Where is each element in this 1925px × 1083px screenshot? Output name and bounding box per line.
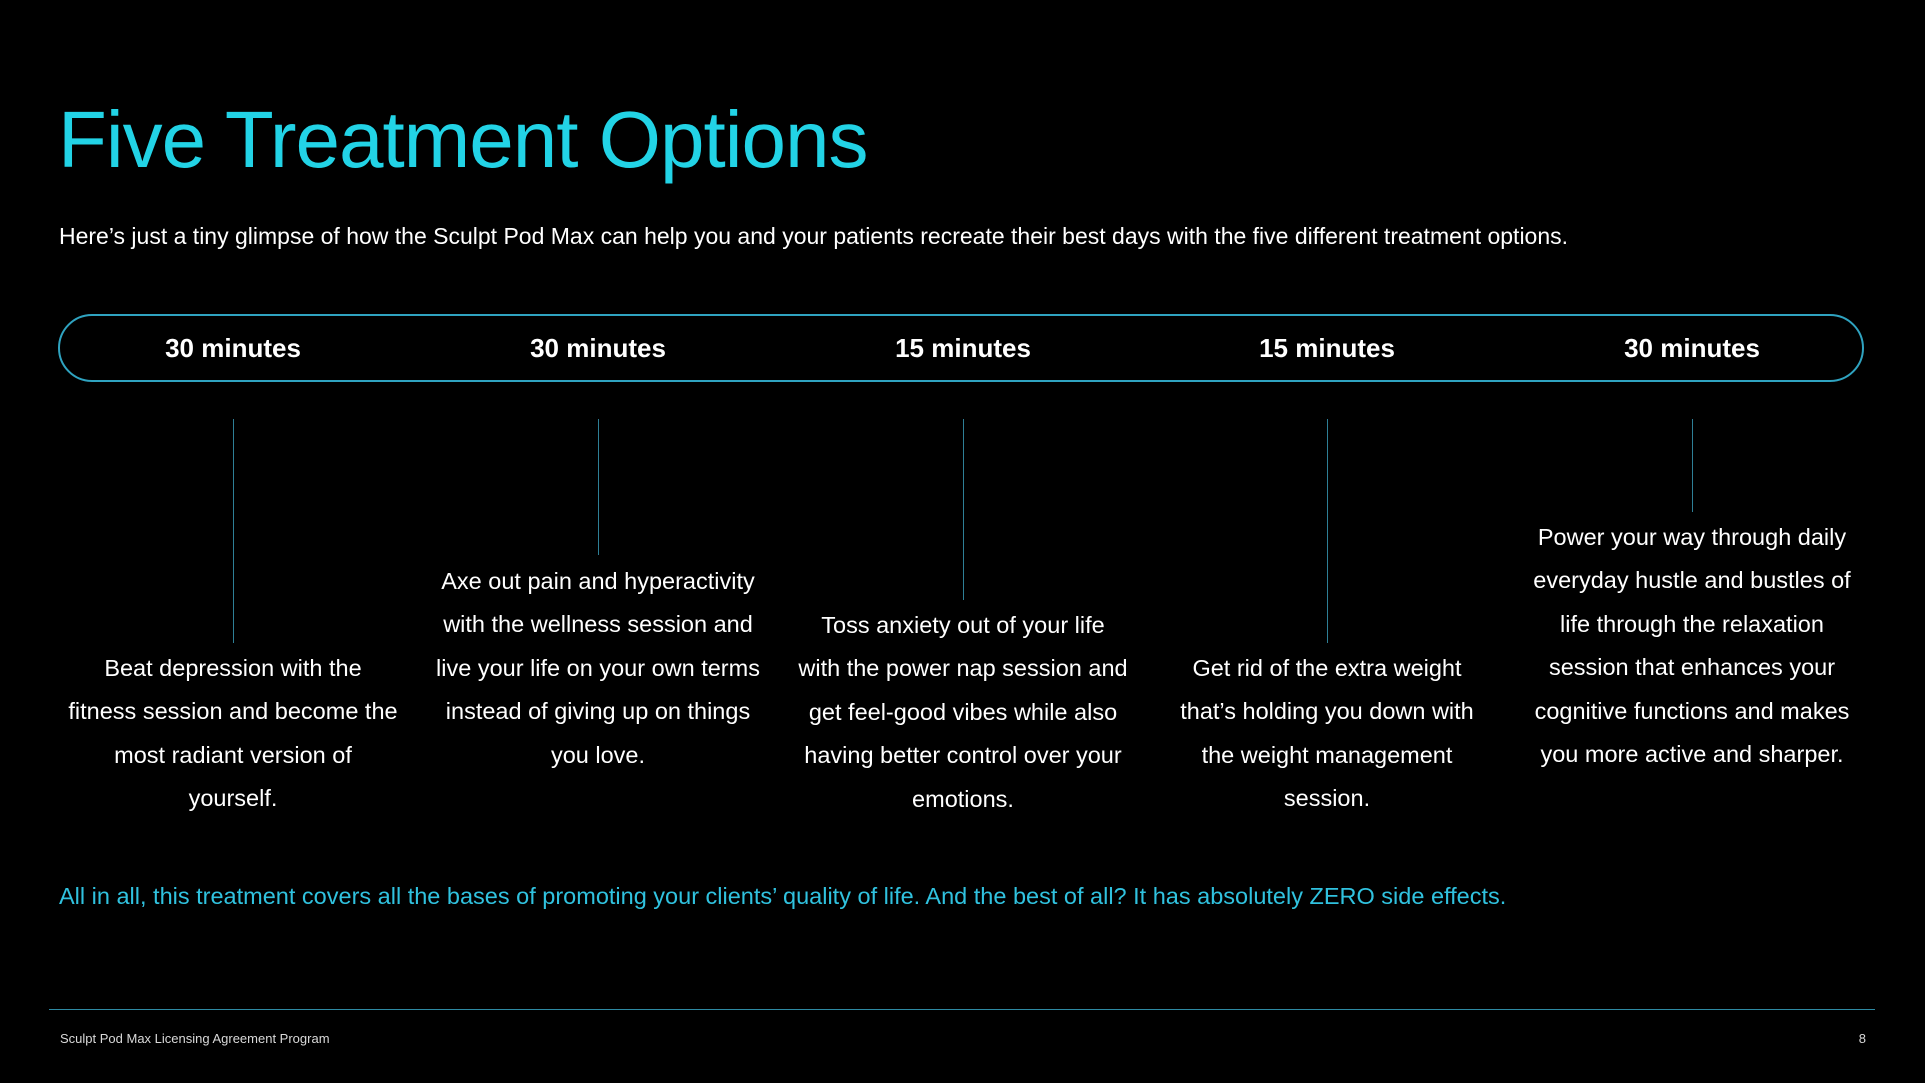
option-2-description: Axe out pain and hyperactivity with the wellness session and live your life on your own terms instead of giving up on things you love. <box>436 568 760 768</box>
option-1-description: Beat depression with the fitness session and become the most radiant version of yourself. <box>68 655 398 812</box>
option-1-connector <box>233 419 234 643</box>
option-1-duration: 30 minutes <box>165 333 301 363</box>
option-5-connector <box>1692 419 1693 512</box>
option-2-connector <box>598 419 599 555</box>
option-4-connector <box>1327 419 1328 643</box>
conclusion-text: All in all, this treatment covers all the bases of promoting your clients’ quality of life. And the best of all? It has absolutely ZERO side effects. <box>59 883 1507 909</box>
footer-program-name: Sculpt Pod Max Licensing Agreement Program <box>60 1031 330 1046</box>
slide-subtitle: Here’s just a tiny glimpse of how the Sculpt Pod Max can help you and your patients recreate their best days with the five different treatment options. <box>59 223 1569 249</box>
slide-title: Five Treatment Options <box>58 95 868 184</box>
option-3-duration: 15 minutes <box>895 333 1031 363</box>
option-4-duration: 15 minutes <box>1259 333 1395 363</box>
option-5-description: Power your way through daily everyday hustle and bustles of life through the relaxation session that enhances your cognitive functions and makes you more active and sharper. <box>1533 524 1851 768</box>
option-2-duration: 30 minutes <box>530 333 666 363</box>
footer-divider <box>49 1009 1875 1010</box>
option-3-connector <box>963 419 964 600</box>
option-4-description: Get rid of the extra weight that’s holding you down with the weight management session. <box>1180 655 1474 812</box>
option-3-description: Toss anxiety out of your life with the power nap session and get feel-good vibes while also having better control over your emotions. <box>798 612 1128 812</box>
option-5-duration: 30 minutes <box>1624 333 1760 363</box>
page-number: 8 <box>1858 1031 1866 1046</box>
